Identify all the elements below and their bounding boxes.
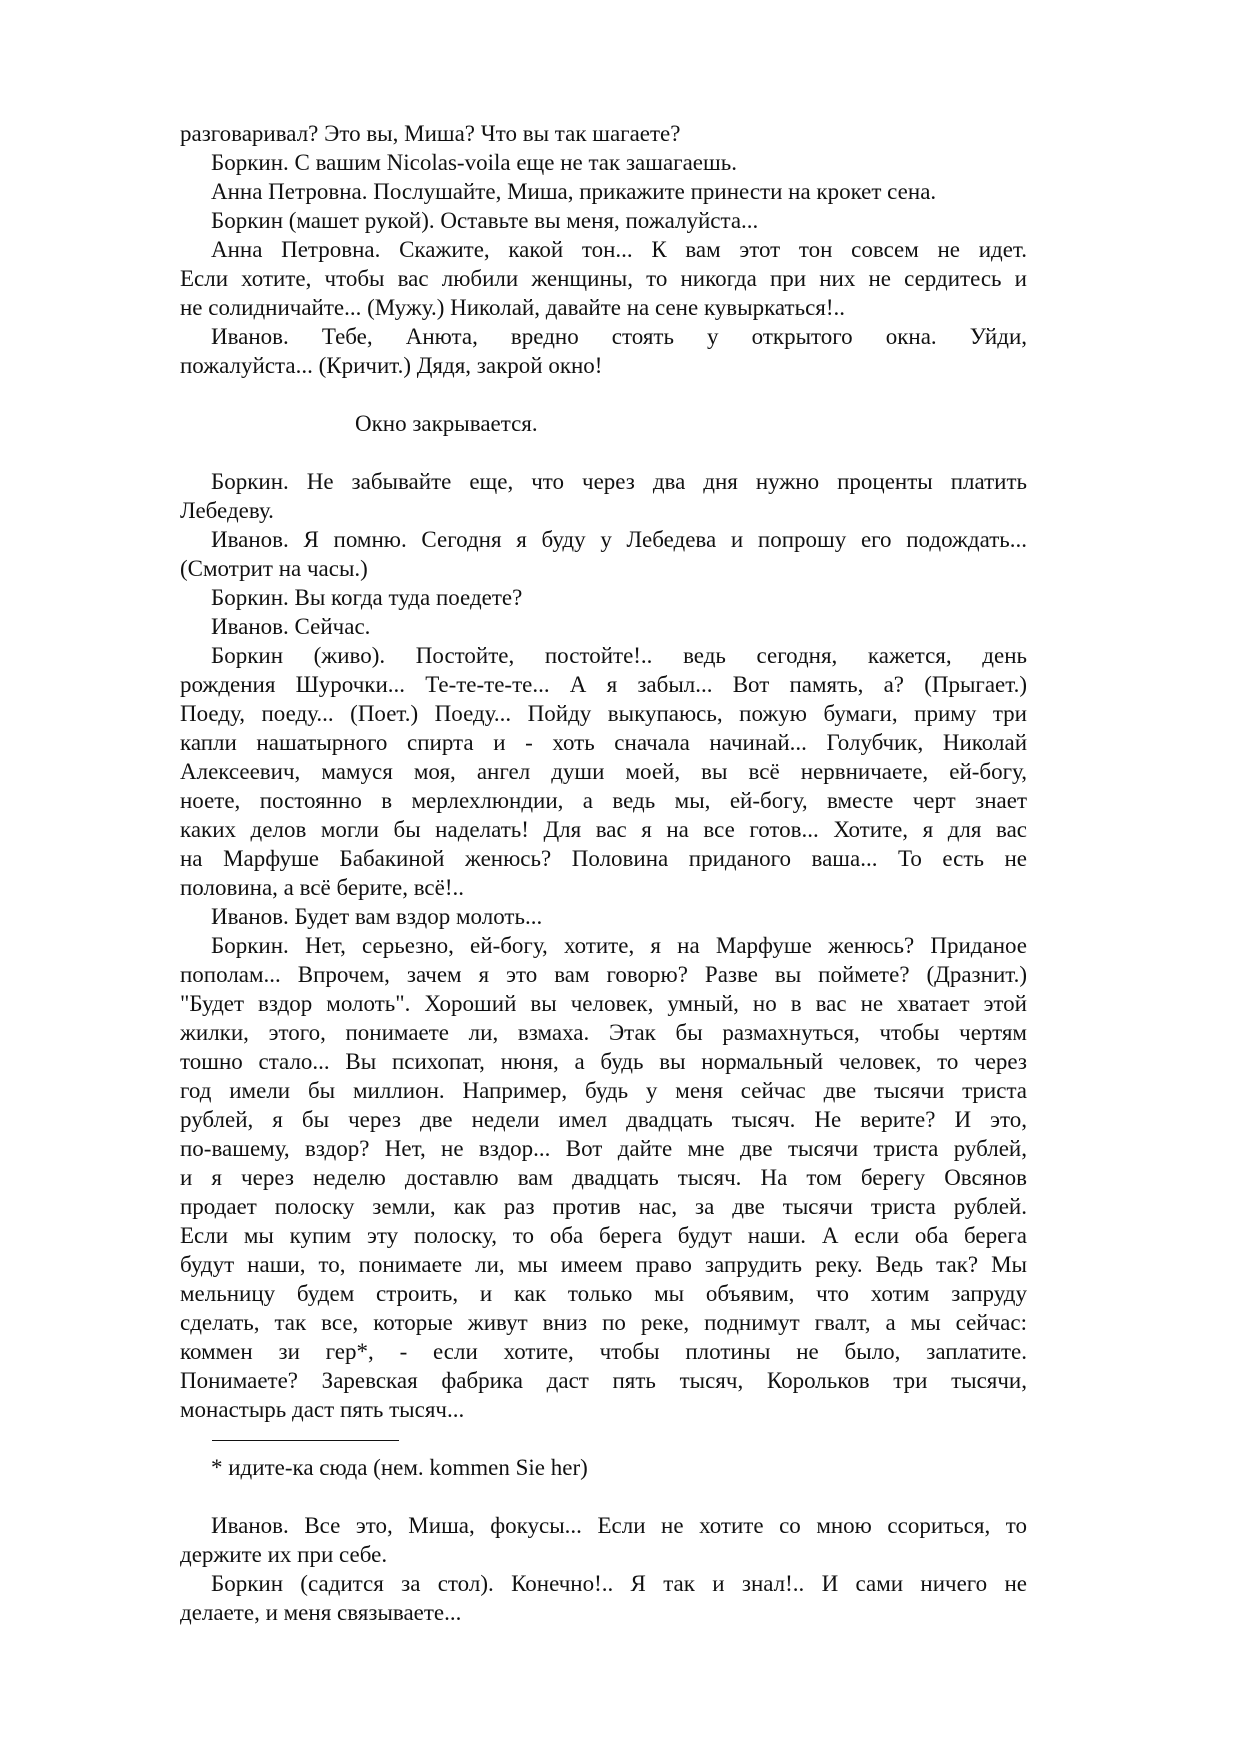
paragraph (180, 177, 1027, 206)
text-line: Боркин (живо). Постойте, постойте!.. ведь сегодня, кажется, день (211, 643, 1027, 668)
paragraph (180, 206, 1027, 235)
text-line: рублей, я бы через две недели имел двадцать тысяч. Не верите? И это, (180, 1107, 1027, 1132)
text-line: тошно стало... Вы психопат, нюня, а будь вы нормальный человек, то через (180, 1049, 1027, 1074)
paragraph (180, 148, 1027, 177)
text-line: Боркин. Не забывайте еще, что через два дня нужно проценты платить (211, 469, 1027, 494)
paragraph (180, 583, 1027, 612)
text-line: Поеду, поеду... (Поет.) Поеду... Пойду выкупаюсь, пожую бумаги, приму три (180, 701, 1027, 726)
text-line: Иванов. Тебе, Анюта, вредно стоять у открытого окна. Уйди, (211, 324, 1027, 349)
text-line: пожалуйста... (Кричит.) Дядя, закрой окно! (180, 353, 603, 378)
footnote: * идите-ка сюда (нем. kommen Sie her) (211, 1455, 588, 1480)
paragraph (180, 119, 1027, 148)
paragraph (180, 902, 1027, 931)
text-line: Боркин. Нет, серьезно, ей-богу, хотите, я на Марфуше женюсь? Приданое (211, 933, 1027, 958)
text-line: жилки, этого, понимаете ли, взмаха. Этак бы размахнуться, чтобы чертям (180, 1020, 1027, 1045)
blank-line (180, 1482, 1027, 1511)
text-line: ноете, постоянно в мерлехлюндии, а ведь мы, ей-богу, вместе черт знает (180, 788, 1027, 813)
text-line: "Будет вздор молоть". Хороший вы человек, умный, но в вас не хватает этой (180, 991, 1027, 1016)
text-line: Боркин (садится за стол). Конечно!.. Я так и знал!.. И сами ничего не (211, 1571, 1027, 1596)
text-line: (Смотрит на часы.) (180, 556, 368, 581)
text-line: Иванов. Будет вам вздор молоть... (211, 904, 543, 929)
text-line: Иванов. Я помню. Сегодня я буду у Лебедева и попрошу его подождать... (211, 527, 1027, 552)
text-line: Иванов. Все это, Миша, фокусы... Если не хотите со мною ссориться, то (211, 1513, 1027, 1538)
text-line: Боркин (машет рукой). Оставьте вы меня, пожалуйста... (211, 208, 759, 233)
paragraph (180, 1511, 1027, 1569)
paragraph (180, 525, 1027, 583)
text-line: Анна Петровна. Скажите, какой тон... К вам этот тон совсем не идет. (211, 237, 1027, 262)
text-line: на Марфуше Бабакиной женюсь? Половина приданого ваша... То есть не (180, 846, 1027, 871)
paragraph (180, 467, 1027, 525)
text-line: рождения Шурочки... Те-те-те-те... А я забыл... Вот память, а? (Прыгает.) (180, 672, 1027, 697)
text-line: Лебедеву. (180, 498, 274, 523)
text-line: Алексеевич, мамуся моя, ангел души моей, вы всё нервничаете, ей-богу, (180, 759, 1027, 784)
blank-line (180, 438, 1027, 467)
text-line: Если хотите, чтобы вас любили женщины, то никогда при них не сердитесь и (180, 266, 1027, 291)
blank-line (180, 380, 1027, 409)
text-line: Понимаете? Заревская фабрика даст пять тысяч, Корольков три тысячи, (180, 1368, 1027, 1393)
text-line: делаете, и меня связываете... (180, 1600, 462, 1625)
text-line: мельницу будем строить, и как только мы объявим, что хотим запруду (180, 1281, 1027, 1306)
paragraph (180, 322, 1027, 380)
text-line: не солидничайте... (Мужу.) Николай, давайте на сене кувыркаться!.. (180, 295, 846, 320)
text-line: Боркин. С вашим Nicolas-voila еще не так зашагаешь. (211, 150, 737, 175)
text-line: держите их при себе. (180, 1542, 388, 1567)
text-line: сделать, так все, которые живут вниз по реке, поднимут гвалт, а мы сейчас: (180, 1310, 1027, 1335)
footnote-rule (212, 1440, 399, 1441)
text-line: разговаривал? Это вы, Миша? Что вы так шагаете? (180, 121, 681, 146)
text-line: Если мы купим эту полоску, то оба берега будут наши. А если оба берега (180, 1223, 1027, 1248)
text-line: и я через неделю доставлю вам двадцать тысяч. На том берегу Овсянов (180, 1165, 1027, 1190)
text-line: будут наши, то, понимаете ли, мы имеем право запрудить реку. Ведь так? Мы (180, 1252, 1027, 1277)
footnote-separator (180, 1424, 1027, 1453)
paragraph (180, 612, 1027, 641)
text-line: половина, а всё берите, всё!.. (180, 875, 464, 900)
text-line: каких делов могли бы наделать! Для вас я на все готов... Хотите, я для вас (180, 817, 1027, 842)
text-line: Иванов. Сейчас. (211, 614, 371, 639)
document-page (180, 119, 1027, 1627)
text-line: год имели бы миллион. Например, будь у меня сейчас две тысячи триста (180, 1078, 1027, 1103)
text-line: капли нашатырного спирта и - хоть сначала начинай... Голубчик, Николай (180, 730, 1027, 755)
text-line: монастырь даст пять тысяч... (180, 1397, 465, 1422)
paragraph (180, 931, 1027, 1424)
paragraph (180, 235, 1027, 322)
text-line: коммен зи гер*, - если хотите, чтобы плотины не было, заплатите. (180, 1339, 1027, 1364)
stage-direction: Окно закрывается. (355, 411, 538, 436)
paragraph (180, 1569, 1027, 1627)
paragraph (180, 641, 1027, 902)
text-line: продает полоску земли, как раз против нас, за две тысячи триста рублей. (180, 1194, 1027, 1219)
text-line: по-вашему, вздор? Нет, не вздор... Вот дайте мне две тысячи триста рублей, (180, 1136, 1027, 1161)
text-line: Анна Петровна. Послушайте, Миша, прикажите принести на крокет сена. (211, 179, 937, 204)
text-line: пополам... Впрочем, зачем я это вам говорю? Разве вы поймете? (Дразнит.) (180, 962, 1027, 987)
text-line: Боркин. Вы когда туда поедете? (211, 585, 523, 610)
